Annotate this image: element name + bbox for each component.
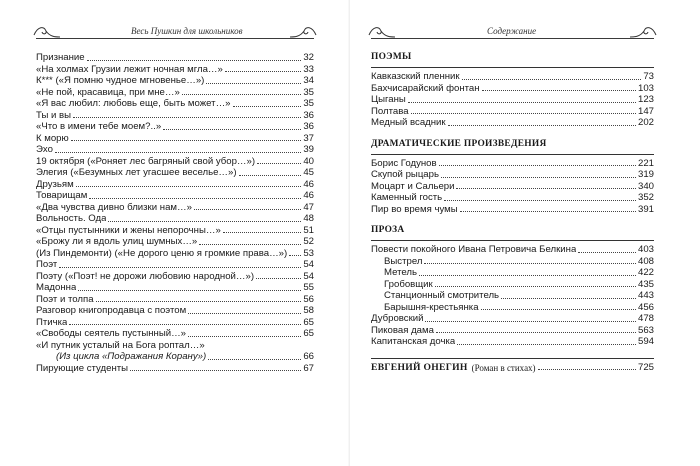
toc-entry[interactable]: Метель 422 bbox=[384, 267, 654, 279]
left-toc bbox=[36, 52, 314, 374]
toc-entry[interactable]: (Из цикла «Подражания Корану») 66 bbox=[56, 351, 314, 363]
toc-entry[interactable]: Гробовщик 435 bbox=[384, 278, 654, 290]
toc-entry[interactable]: Ты и вы 36 bbox=[36, 109, 314, 121]
onegin-page: 725 bbox=[637, 361, 654, 373]
toc-entry[interactable]: Вольность. Ода 48 bbox=[36, 213, 314, 225]
right-running-head-text: Содержание bbox=[484, 26, 539, 36]
toc-entry[interactable]: «Два чувства дивно близки нам…» 47 bbox=[36, 201, 314, 213]
toc-entry[interactable]: «На холмах Грузии лежит ночная мгла…» 33 bbox=[36, 63, 314, 75]
toc-entry[interactable]: «Свободы сеятель пустынный…» 65 bbox=[36, 328, 314, 340]
right-toc bbox=[371, 52, 654, 373]
right-running-head bbox=[371, 24, 654, 38]
toc-entry[interactable]: Разговор книгопродавца с поэтом 58 bbox=[36, 305, 314, 317]
left-running-head bbox=[36, 24, 314, 38]
toc-entry[interactable]: 19 октября («Роняет лес багряный свой убор…») 40 bbox=[36, 155, 314, 167]
toc-entry[interactable]: Элегия («Безумных лет угасшее веселье…») 45 bbox=[36, 167, 314, 179]
toc-entry[interactable]: Кавказский пленник 73 bbox=[371, 71, 654, 83]
toc-entry[interactable]: Пирующие студенты 67 bbox=[36, 362, 314, 374]
toc-entry[interactable]: Борис Годунов 221 bbox=[371, 157, 654, 169]
toc-entry[interactable]: Капитанская дочка 594 bbox=[371, 336, 654, 348]
toc-entry[interactable]: Медный всадник 202 bbox=[371, 117, 654, 129]
toc-entry[interactable]: Товарищам 46 bbox=[36, 190, 314, 202]
toc-entry-onegin[interactable] bbox=[371, 362, 654, 373]
toc-entry[interactable]: К*** («Я помню чудное мгновенье…») 34 bbox=[36, 75, 314, 87]
toc-entry[interactable]: Бахчисарайский фонтан 103 bbox=[371, 82, 654, 94]
toc-entry[interactable]: Эхо 39 bbox=[36, 144, 314, 156]
toc-entry[interactable]: Друзьям 46 bbox=[36, 178, 314, 190]
toc-entry[interactable]: Цыганы 123 bbox=[371, 94, 654, 106]
ornament-icon bbox=[628, 24, 658, 38]
toc-entry[interactable]: Моцарт и Сальери 340 bbox=[371, 180, 654, 192]
toc-entry[interactable]: Скупой рыцарь 319 bbox=[371, 169, 654, 181]
ornament-icon bbox=[32, 24, 62, 38]
toc-entry[interactable]: Птичка 65 bbox=[36, 316, 314, 328]
toc-entry[interactable]: (Из Пиндемонти) («Не дорого ценю я громкие права…») 53 bbox=[36, 247, 314, 259]
toc-entry[interactable]: Выстрел 408 bbox=[384, 255, 654, 267]
toc-entry[interactable]: Барышня-крестьянка 456 bbox=[384, 301, 654, 313]
right-page bbox=[350, 0, 700, 466]
ornament-icon bbox=[367, 24, 397, 38]
toc-entry[interactable]: Мадонна 55 bbox=[36, 282, 314, 294]
section-heading-drama: ДРАМАТИЧЕСКИЕ ПРОИЗВЕДЕНИЯ bbox=[371, 138, 547, 149]
toc-entry[interactable]: «И путник усталый на Бога роптал…» bbox=[36, 339, 205, 351]
toc-entry[interactable]: «Не пой, красавица, при мне…» 35 bbox=[36, 86, 314, 98]
onegin-title: ЕВГЕНИЙ ОНЕГИН bbox=[371, 361, 468, 373]
toc-entry[interactable]: Признание 32 bbox=[36, 52, 314, 64]
toc-entry[interactable]: Поэт и толпа 56 bbox=[36, 293, 314, 305]
onegin-subtitle: (Роман в стихах) bbox=[471, 362, 536, 373]
toc-entry[interactable]: Полтава 147 bbox=[371, 105, 654, 117]
toc-entry[interactable]: Повести покойного Ивана Петровича Белкина 403 bbox=[371, 244, 654, 256]
toc-entry[interactable]: К морю 37 bbox=[36, 132, 314, 144]
toc-entry[interactable]: Пир во время чумы 391 bbox=[371, 203, 654, 215]
toc-entry[interactable]: Каменный гость 352 bbox=[371, 192, 654, 204]
toc-entry[interactable]: Поэт 54 bbox=[36, 259, 314, 271]
toc-entry[interactable]: «Что в имени тебе моем?..» 36 bbox=[36, 121, 314, 133]
toc-entry[interactable]: «Я вас любил: любовь еще, быть может…» 35 bbox=[36, 98, 314, 110]
toc-entry[interactable]: Пиковая дама 563 bbox=[371, 324, 654, 336]
toc-entry[interactable]: Дубровский 478 bbox=[371, 313, 654, 325]
toc-entry[interactable]: Поэту («Поэт! не дорожи любовию народной…») 54 bbox=[36, 270, 314, 282]
toc-entry[interactable]: «Отцы пустынники и жены непорочны…» 51 bbox=[36, 224, 314, 236]
section-heading-prose: ПРОЗА bbox=[371, 225, 405, 235]
toc-entry[interactable]: «Брожу ли я вдоль улиц шумных…» 52 bbox=[36, 236, 314, 248]
section-heading-poems: ПОЭМЫ bbox=[371, 52, 412, 62]
toc-entry[interactable]: Станционный смотритель 443 bbox=[384, 290, 654, 302]
left-running-head-text: Весь Пушкин для школьников bbox=[128, 26, 246, 36]
ornament-icon bbox=[288, 24, 318, 38]
